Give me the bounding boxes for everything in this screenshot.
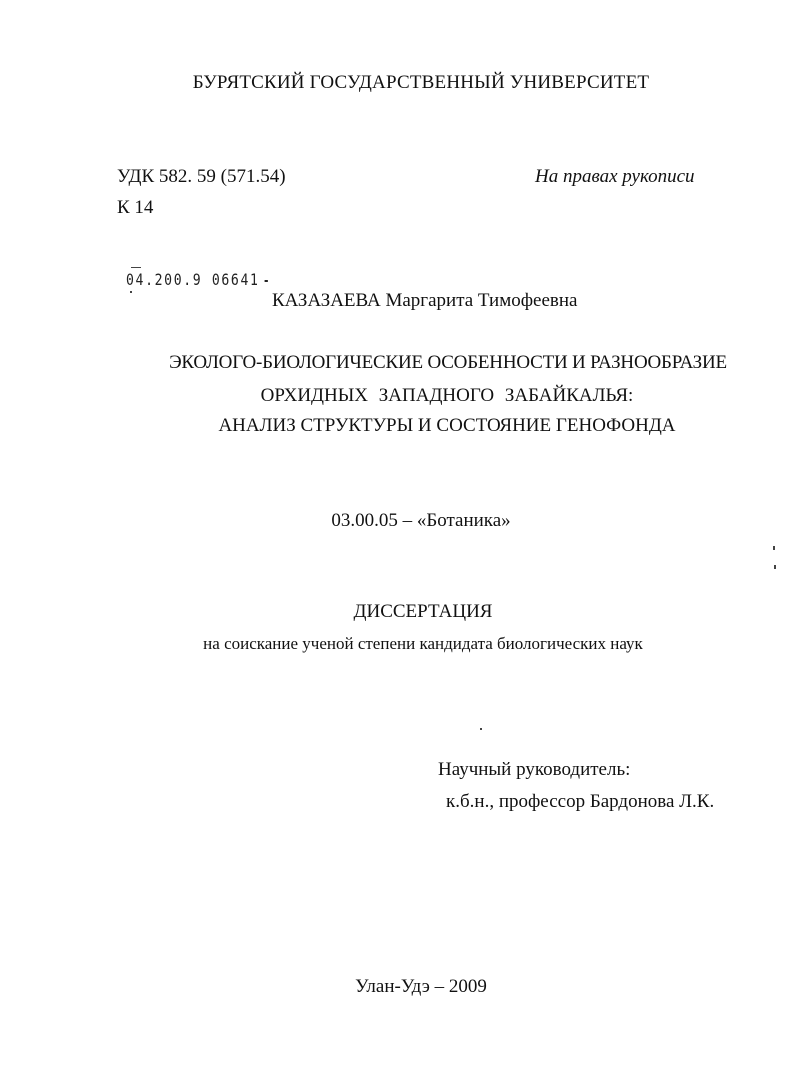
title-line-2: ОРХИДНЫХ ЗАПАДНОГО ЗАБАЙКАЛЬЯ: bbox=[260, 385, 634, 406]
scan-speck bbox=[774, 565, 776, 569]
scan-speck bbox=[130, 291, 132, 293]
supervisor-label: Научный руководитель: bbox=[438, 759, 631, 780]
manuscript-rights-note: На правах рукописи bbox=[535, 166, 695, 187]
specialty-code: 03.00.05 – «Ботаника» bbox=[331, 510, 511, 531]
udk-code: УДК 582. 59 (571.54) bbox=[117, 166, 286, 187]
registration-number-stamp bbox=[126, 270, 268, 289]
supervisor-name: к.б.н., профессор Бардонова Л.К. bbox=[446, 791, 715, 812]
author-name: КАЗАЗАЕВА Маргарита Тимофеевна bbox=[272, 290, 578, 311]
degree-description: на соискание ученой степени кандидата биологических наук bbox=[203, 634, 643, 653]
registration-number: 04.200.9 06641 bbox=[126, 270, 260, 289]
stamp-mark bbox=[264, 280, 267, 282]
title-line-1: ЭКОЛОГО-БИОЛОГИЧЕСКИЕ ОСОБЕННОСТИ И РАЗНООБРАЗИЕ bbox=[169, 352, 727, 373]
city-year: Улан-Удэ – 2009 bbox=[355, 976, 487, 997]
document-type: ДИССЕРТАЦИЯ bbox=[353, 601, 493, 622]
scan-speck bbox=[131, 267, 141, 268]
title-line-3: АНАЛИЗ СТРУКТУРЫ И СОСТОЯНИЕ ГЕНОФОНДА bbox=[218, 415, 676, 436]
university-name: БУРЯТСКИЙ ГОСУДАРСТВЕННЫЙ УНИВЕРСИТЕТ bbox=[192, 72, 650, 93]
k-code: К 14 bbox=[117, 197, 154, 218]
scan-speck bbox=[773, 546, 775, 550]
scan-speck bbox=[480, 728, 482, 730]
